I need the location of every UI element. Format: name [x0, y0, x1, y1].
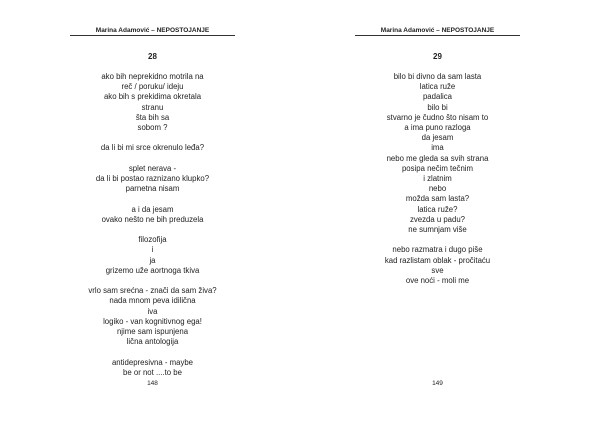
poem-line: nada mnom peva idilična [109, 296, 196, 306]
poem-line: latica ruže [419, 82, 456, 92]
stanza-break [70, 225, 235, 235]
stanza-break [70, 276, 235, 286]
poem-line: padalica [422, 92, 453, 102]
poem-line: da jesam [421, 133, 454, 143]
stanza-break [70, 194, 235, 204]
poem-line: posipa nečim tečnim [401, 163, 474, 173]
poem-body [355, 72, 520, 286]
poem-line: nebo me gleda sa svih strana [386, 153, 489, 163]
stanza-break [70, 154, 235, 164]
poem-line: antidepresivna - maybe [111, 357, 194, 367]
poem-line: ovako nešto ne bih preduzela [101, 214, 204, 224]
poem-line: filozofija [138, 235, 167, 245]
poem-line: vrlo sam srećna - znači da sam živa? [88, 286, 217, 296]
poem-line: da li bi postao raznizano klupko? [95, 174, 210, 183]
poem-line: bilo bi divno da sam lasta [393, 72, 482, 81]
poem-line: be or not ....to be [123, 367, 182, 377]
poem-line: bilo bi [427, 102, 448, 112]
poem-line: da li bi mi srce okrenulo leđa? [100, 143, 205, 153]
poem-line: lična antologija [126, 337, 179, 347]
poem-body [70, 72, 235, 378]
poem-line: splet nerava - [128, 163, 177, 173]
poem-line: možda sam lasta? [405, 194, 470, 204]
poem-line: stvarno je čudno što nisam to [386, 112, 489, 122]
page-number: 148 [147, 380, 158, 387]
poem-line: logiko - van kognitivnog ega! [103, 316, 202, 326]
poem-line: stranu [141, 102, 164, 112]
poem-line: ako bih s prekidima okretala [103, 92, 202, 102]
poem-line: a ima puno razloga [404, 123, 471, 133]
poem-line: a i da jesam [131, 204, 174, 214]
poem-line: ima [431, 143, 444, 153]
poem-line: kad razlistam oblak - pročitaću [384, 255, 491, 265]
poem-line: nebo razmatra i dugo piše [392, 245, 483, 255]
right-page [300, 0, 600, 425]
header-rule [355, 35, 520, 36]
poem-line: reč / poruku/ ideju [121, 82, 184, 92]
poem-line: sobom ? [137, 123, 168, 133]
stanza-break [355, 235, 520, 245]
poem-number: 28 [148, 52, 157, 61]
poem-line: i [151, 245, 154, 255]
poem-line: zvezda u padu? [409, 214, 466, 224]
poem-line: iva [147, 306, 158, 316]
poem-line: latica ruže? [417, 204, 458, 214]
header-rule [70, 35, 235, 36]
poem-line: grizemo uže aortnoga tkiva [105, 265, 200, 275]
poem-line: i zlatnim [423, 174, 452, 184]
poem-line: ne sumnjam više [408, 225, 467, 235]
poem-number: 29 [433, 52, 442, 61]
running-head: Marina Adamović – NEPOSTOJANJE [95, 27, 210, 34]
running-head: Marina Adamović – NEPOSTOJANJE [380, 27, 495, 34]
stanza-break [70, 347, 235, 357]
poem-line: šta bih sa [135, 112, 170, 122]
poem-line: nebo [428, 184, 447, 194]
poem-line: ako bih neprekidno motrila na [101, 72, 204, 81]
poem-line: parnetna nisam [125, 184, 180, 194]
poem-line: ove noći - moli me [405, 276, 470, 286]
poem-line: sve [431, 265, 444, 275]
poem-line: njime sam ispunjena [116, 327, 189, 336]
stanza-break [70, 133, 235, 143]
page-number: 149 [432, 380, 443, 387]
poem-line: ja [149, 255, 156, 265]
